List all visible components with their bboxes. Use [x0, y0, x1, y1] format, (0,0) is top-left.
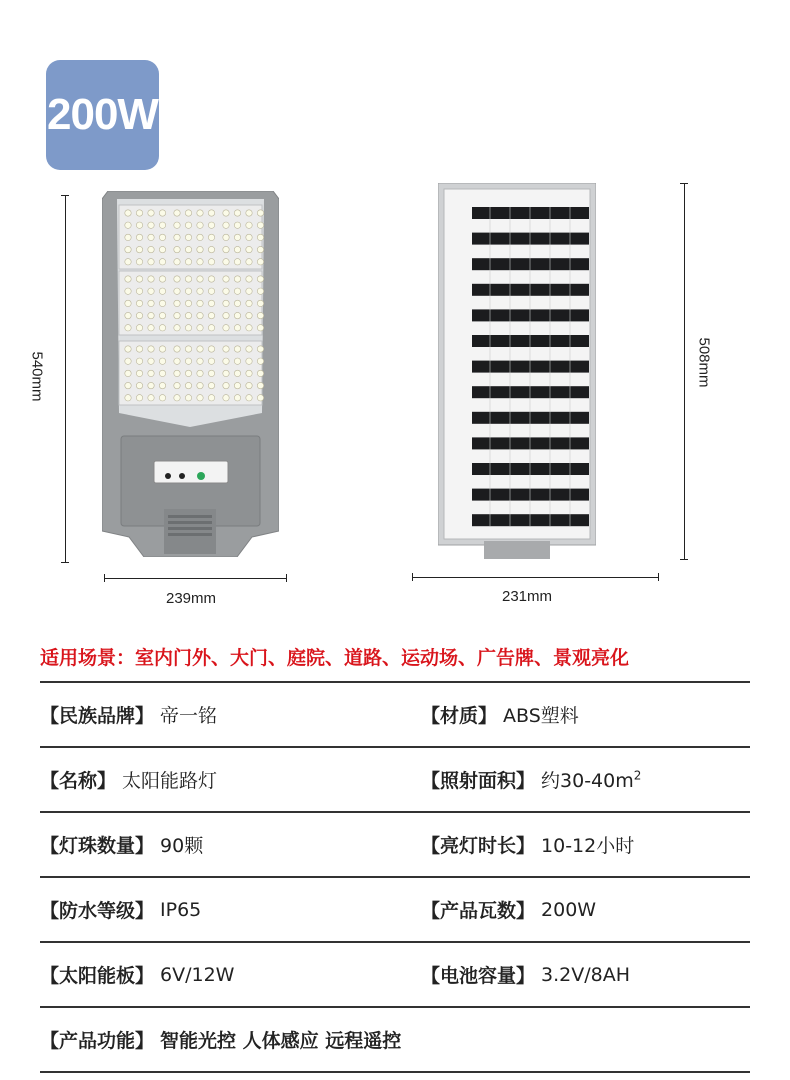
led-bead	[125, 312, 131, 318]
led-bead	[174, 246, 180, 252]
led-bead	[208, 358, 214, 364]
led-bead	[174, 222, 180, 228]
led-bead	[174, 259, 180, 265]
led-bead	[174, 395, 180, 401]
led-bead	[234, 276, 240, 282]
led-bead	[185, 370, 191, 376]
spec-cell-right	[421, 748, 641, 811]
led-bead	[159, 395, 165, 401]
panel-width-tick-right	[658, 573, 659, 581]
led-bead	[208, 382, 214, 388]
led-bead	[159, 276, 165, 282]
spec-cell-right	[421, 683, 579, 746]
led-bead	[148, 325, 154, 331]
led-bead	[185, 246, 191, 252]
led-bead	[136, 346, 142, 352]
led-bead	[257, 382, 263, 388]
led-bead	[246, 395, 252, 401]
led-bead	[223, 276, 229, 282]
spec-superscript: 2	[633, 768, 642, 783]
led-bead	[208, 234, 214, 240]
led-bead	[246, 325, 252, 331]
led-bead	[197, 382, 203, 388]
spec-cell-left	[40, 748, 217, 811]
led-bead	[257, 210, 263, 216]
led-bead	[148, 382, 154, 388]
led-bead	[174, 300, 180, 306]
led-bead	[234, 234, 240, 240]
led-bead	[208, 300, 214, 306]
led-bead	[223, 288, 229, 294]
led-bead	[223, 246, 229, 252]
led-bead	[125, 246, 131, 252]
led-bead	[234, 346, 240, 352]
led-bead	[197, 222, 203, 228]
led-bead	[185, 358, 191, 364]
led-bead	[246, 288, 252, 294]
led-bead	[148, 259, 154, 265]
solar-panel-image	[438, 183, 596, 563]
solar-cell-strip	[472, 514, 589, 526]
application-scenes: 适用场景：室内门外、大门、庭院、道路、运动场、广告牌、景观亮化	[40, 647, 630, 669]
led-bead	[257, 370, 263, 376]
led-bead	[223, 300, 229, 306]
led-bead	[125, 325, 131, 331]
led-bead	[208, 325, 214, 331]
led-bead	[125, 276, 131, 282]
lamp-width-line	[104, 578, 287, 579]
led-bead	[246, 346, 252, 352]
panel-height-line	[684, 183, 685, 560]
led-bead	[208, 370, 214, 376]
led-bead	[136, 234, 142, 240]
led-bead	[246, 246, 252, 252]
led-bead	[223, 382, 229, 388]
panel-width-tick-left	[412, 573, 413, 581]
led-bead	[234, 395, 240, 401]
led-bead	[223, 358, 229, 364]
led-bead	[197, 325, 203, 331]
led-bead	[197, 276, 203, 282]
led-bead	[174, 370, 180, 376]
led-bead	[223, 234, 229, 240]
led-bead	[148, 395, 154, 401]
led-bead	[159, 210, 165, 216]
spec-key: 【灯珠数量】	[40, 835, 155, 857]
led-bead	[197, 346, 203, 352]
led-bead	[174, 288, 180, 294]
spec-cell-right	[421, 878, 596, 941]
led-bead	[257, 222, 263, 228]
led-bead	[234, 325, 240, 331]
led-bead	[136, 246, 142, 252]
led-bead	[208, 395, 214, 401]
spec-key: 【防水等级】	[40, 900, 155, 922]
solar-cell-strip	[472, 207, 589, 219]
led-bead	[148, 210, 154, 216]
spec-value: IP65	[160, 898, 202, 921]
led-bead	[159, 222, 165, 228]
lamp-height-tick-bottom	[61, 562, 69, 563]
spec-cell-left	[40, 813, 203, 876]
led-bead	[223, 312, 229, 318]
led-bead	[159, 300, 165, 306]
lamp-width-tick-left	[104, 574, 105, 582]
led-bead	[159, 346, 165, 352]
spec-table	[40, 681, 750, 1073]
led-bead	[125, 234, 131, 240]
spec-row	[40, 746, 750, 811]
spec-cell-right	[421, 813, 634, 876]
spec-row	[40, 941, 750, 1006]
led-bead	[257, 358, 263, 364]
led-bead	[159, 358, 165, 364]
led-bead	[246, 300, 252, 306]
led-bead	[125, 358, 131, 364]
led-bead	[148, 346, 154, 352]
street-lamp-image	[102, 191, 279, 557]
led-bead	[174, 234, 180, 240]
led-bead	[234, 300, 240, 306]
function-value: 智能光控 人体感应 远程遥控	[160, 1030, 402, 1052]
led-bead	[234, 370, 240, 376]
spec-key: 【民族品牌】	[40, 705, 155, 727]
led-bead	[159, 370, 165, 376]
solar-cell-strip	[472, 386, 589, 398]
panel-width-label: 231mm	[502, 588, 553, 605]
led-bead	[246, 382, 252, 388]
solar-cell-strip	[472, 284, 589, 296]
led-bead	[136, 312, 142, 318]
led-bead	[174, 346, 180, 352]
led-bead	[125, 346, 131, 352]
spec-row	[40, 876, 750, 941]
spec-value: 约$30-40m^2$	[541, 768, 642, 792]
lamp-height-label: 540mm	[28, 351, 46, 402]
led-bead	[148, 300, 154, 306]
led-bead	[234, 246, 240, 252]
spec-value: 太阳能路灯	[122, 770, 218, 792]
led-bead	[159, 312, 165, 318]
led-bead	[185, 288, 191, 294]
led-bead	[257, 300, 263, 306]
led-bead	[208, 222, 214, 228]
led-bead	[136, 288, 142, 294]
led-bead	[234, 222, 240, 228]
led-bead	[234, 288, 240, 294]
led-bead	[246, 276, 252, 282]
led-bead	[174, 358, 180, 364]
led-bead	[185, 300, 191, 306]
spec-key: 【照射面积】	[421, 770, 536, 792]
led-bead	[257, 346, 263, 352]
led-bead	[159, 325, 165, 331]
led-bead	[174, 276, 180, 282]
led-bead	[223, 210, 229, 216]
led-bead	[197, 259, 203, 265]
spec-key: 【亮灯时长】	[421, 835, 536, 857]
led-bead	[125, 382, 131, 388]
spec-value: 帝一铭	[160, 705, 218, 727]
spec-key: 【太阳能板】	[40, 965, 155, 987]
led-bead	[223, 395, 229, 401]
led-bead	[185, 276, 191, 282]
spec-value: 10-12小时	[541, 835, 635, 857]
function-key: 【产品功能】	[40, 1030, 155, 1052]
led-bead	[125, 300, 131, 306]
led-bead	[185, 395, 191, 401]
led-bead	[208, 276, 214, 282]
lamp-width-tick-right	[286, 574, 287, 582]
panel-height-tick-bottom	[680, 559, 688, 560]
led-bead	[174, 210, 180, 216]
led-bead	[125, 288, 131, 294]
led-bead	[197, 395, 203, 401]
led-bead	[234, 382, 240, 388]
function-cell	[40, 1008, 401, 1071]
spec-cell-left	[40, 878, 201, 941]
led-bead	[223, 370, 229, 376]
led-bead	[125, 395, 131, 401]
led-bead	[136, 259, 142, 265]
led-bead	[246, 210, 252, 216]
led-bead	[257, 276, 263, 282]
solar-cell-strip	[472, 335, 589, 347]
led-bead	[208, 288, 214, 294]
led-bead	[234, 259, 240, 265]
led-bead	[148, 234, 154, 240]
lamp-width-label: 239mm	[166, 590, 217, 607]
led-bead	[208, 312, 214, 318]
led-bead	[208, 346, 214, 352]
solar-cell-strip	[472, 412, 589, 424]
led-bead	[148, 370, 154, 376]
led-bead	[148, 288, 154, 294]
panel-height-tick-top	[680, 183, 688, 184]
led-bead	[136, 382, 142, 388]
spec-cell-left	[40, 943, 234, 1006]
function-row	[40, 1006, 750, 1073]
led-bead	[246, 370, 252, 376]
solar-cell-strip	[472, 309, 589, 321]
led-bead	[197, 234, 203, 240]
spec-value: 6V/12W	[160, 963, 235, 986]
led-bead	[246, 222, 252, 228]
led-bead	[185, 234, 191, 240]
spec-cell-right	[421, 943, 630, 1006]
led-bead	[136, 210, 142, 216]
led-bead	[234, 210, 240, 216]
spec-value: 90颗	[160, 835, 204, 857]
led-bead	[223, 222, 229, 228]
solar-cell-strip	[472, 361, 589, 373]
led-bead	[257, 325, 263, 331]
led-bead	[197, 370, 203, 376]
led-bead	[197, 300, 203, 306]
led-bead	[159, 234, 165, 240]
spec-key: 【材质】	[421, 705, 498, 727]
led-bead	[136, 325, 142, 331]
lamp-height-tick-top	[61, 195, 69, 196]
led-bead	[174, 325, 180, 331]
spec-cell-left	[40, 683, 217, 746]
spec-key: 【名称】	[40, 770, 117, 792]
lamp-height-line	[65, 195, 66, 563]
led-bead	[223, 346, 229, 352]
spec-key: 【产品瓦数】	[421, 900, 536, 922]
led-bead	[246, 358, 252, 364]
led-bead	[148, 358, 154, 364]
led-bead	[257, 312, 263, 318]
led-bead	[234, 312, 240, 318]
led-bead	[174, 312, 180, 318]
spec-value: 3.2V/8AH	[541, 963, 631, 986]
led-bead	[159, 259, 165, 265]
led-bead	[148, 222, 154, 228]
led-bead	[136, 300, 142, 306]
led-bead	[148, 312, 154, 318]
spec-key: 【电池容量】	[421, 965, 536, 987]
led-bead	[136, 370, 142, 376]
led-bead	[234, 358, 240, 364]
led-bead	[246, 234, 252, 240]
led-bead	[159, 288, 165, 294]
led-bead	[136, 276, 142, 282]
panel-width-line	[412, 577, 659, 578]
led-bead	[197, 312, 203, 318]
led-bead	[125, 222, 131, 228]
led-bead	[185, 325, 191, 331]
led-bead	[136, 395, 142, 401]
spec-row	[40, 681, 750, 746]
led-bead	[257, 234, 263, 240]
led-bead	[223, 325, 229, 331]
led-bead	[185, 210, 191, 216]
led-bead	[208, 246, 214, 252]
spec-value: ABS塑料	[503, 705, 579, 727]
led-bead	[148, 246, 154, 252]
led-bead	[174, 382, 180, 388]
wattage-badge: 200W	[46, 60, 159, 170]
led-bead	[185, 382, 191, 388]
solar-cell-strip	[472, 258, 589, 270]
led-bead	[159, 382, 165, 388]
led-bead	[125, 370, 131, 376]
led-bead	[148, 276, 154, 282]
led-bead	[257, 259, 263, 265]
led-bead	[208, 259, 214, 265]
led-bead	[185, 312, 191, 318]
led-bead	[159, 246, 165, 252]
led-bead	[197, 358, 203, 364]
led-bead	[257, 288, 263, 294]
led-bead	[185, 222, 191, 228]
led-bead	[197, 246, 203, 252]
led-bead	[246, 259, 252, 265]
spec-row	[40, 811, 750, 876]
led-bead	[208, 210, 214, 216]
solar-cell-strip	[472, 437, 589, 449]
led-bead	[257, 246, 263, 252]
led-bead	[185, 346, 191, 352]
led-bead	[125, 259, 131, 265]
spec-value: 200W	[541, 898, 597, 921]
led-bead	[136, 358, 142, 364]
led-bead	[136, 222, 142, 228]
led-bead	[257, 395, 263, 401]
solar-cell-strip	[472, 463, 589, 475]
led-bead	[197, 288, 203, 294]
led-bead	[125, 210, 131, 216]
solar-cell-strip	[472, 489, 589, 501]
solar-cell-strip	[472, 233, 589, 245]
led-bead	[197, 210, 203, 216]
led-bead	[246, 312, 252, 318]
led-bead	[185, 259, 191, 265]
panel-height-label: 508mm	[695, 337, 713, 388]
led-bead	[223, 259, 229, 265]
